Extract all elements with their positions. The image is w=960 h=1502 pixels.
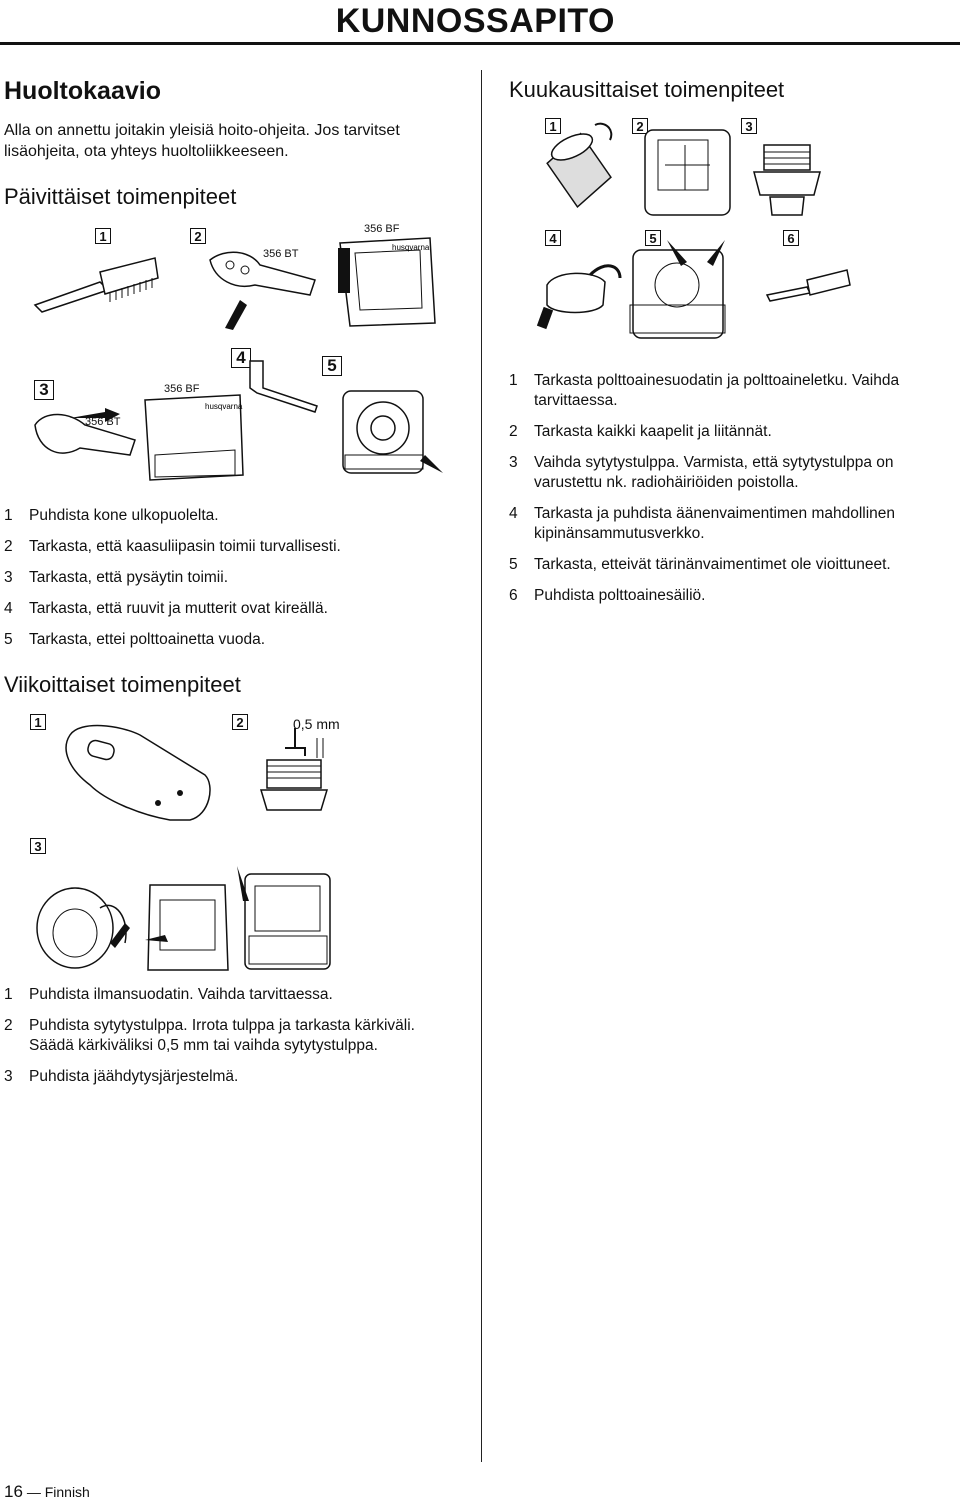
monthly-list (509, 371, 949, 617)
list-item: 1 Puhdista ilmansuodatin. Vaihda tarvittaessa. (4, 986, 333, 1003)
figure-number-4: 4 (231, 348, 251, 368)
page-header-title: KUNNOSSAPITO (335, 2, 615, 40)
list-item: 4 Tarkasta ja puhdista äänenvaimentimen mahdollinen kipinänsammutusverkko. (509, 505, 896, 542)
air-filter-illustration (60, 720, 220, 830)
daily-heading: Päivittäiset toimenpiteet (4, 184, 237, 209)
svg-text:husqvarna: husqvarna (392, 243, 430, 252)
figure-number-2: 2 (190, 228, 206, 244)
list-item: 5 Tarkasta, ettei polttoainetta vuoda. (4, 631, 266, 648)
spark-plug-illustration-2 (752, 140, 822, 225)
list-item: 2 Tarkasta kaikki kaapelit ja liitännät. (509, 423, 772, 440)
footer-dash: — (26, 1484, 41, 1500)
model-label-bf-2: 356 BF (164, 383, 200, 395)
figure-number-1: 1 (30, 714, 46, 730)
monthly-heading: Kuukausittaiset toimenpiteet (509, 77, 785, 102)
cooling-system-illustration-3 (237, 866, 337, 976)
figure-number-1: 1 (545, 118, 561, 134)
model-label-bt-2: 356 BT (85, 416, 121, 428)
list-item: 3 Puhdista jäähdytysjärjestelmä. (4, 1068, 239, 1085)
cables-illustration (640, 125, 735, 220)
brush-illustration-2 (762, 265, 852, 305)
list-item: 1 Tarkasta polttoainesuodatin ja polttoaineletku. Vaihda tarvittaessa. (509, 372, 900, 409)
brush-illustration (30, 250, 160, 320)
figure-number-3: 3 (30, 838, 46, 854)
figure-number-2: 2 (232, 714, 248, 730)
list-item: 4 Tarkasta, että ruuvit ja mutterit ovat kireällä. (4, 600, 328, 617)
list-item: 2 Puhdista sytytystulppa. Irrota tulppa ja tarkasta kärkiväli. Säädä kärkiväliksi 0,5 mm tai vaihda sytytystulppa. (4, 1017, 415, 1054)
footer-language: Finnish (44, 1484, 90, 1500)
blower-bf-illustration-2 (135, 395, 250, 485)
cooling-system-illustration-2 (140, 880, 235, 975)
header-rule (0, 42, 960, 45)
list-item: 3 Tarkasta, että pysäytin toimii. (4, 569, 228, 586)
spark-plug-illustration (255, 728, 345, 818)
model-label-bt: 356 BT (263, 248, 299, 260)
vibration-damper-illustration (625, 240, 730, 340)
stop-switch-illustration (30, 400, 140, 470)
list-item: 3 Vaihda sytytystulppa. Varmista, että sytytystulppa on varustettu nk. radiohäiriöiden poistolla. (509, 454, 894, 491)
column-divider (481, 70, 482, 1462)
figure-number-3: 3 (34, 380, 54, 400)
model-label-bf: 356 BF (364, 223, 400, 235)
fuel-filter-illustration (530, 115, 620, 200)
muffler-illustration (535, 260, 625, 335)
engine-illustration (335, 383, 445, 483)
figure-number-6: 6 (783, 230, 799, 246)
main-heading: Huoltokaavio (4, 77, 161, 105)
figure-number-1: 1 (95, 228, 111, 244)
hex-key-illustration (245, 358, 325, 418)
weekly-heading: Viikoittaiset toimenpiteet (4, 672, 241, 697)
figure-number-4: 4 (545, 230, 561, 246)
figure-number-2: 2 (632, 118, 648, 134)
figure-number-3: 3 (741, 118, 757, 134)
list-item: 1 Puhdista kone ulkopuolelta. (4, 507, 219, 524)
svg-text:husqvarna: husqvarna (205, 402, 243, 411)
list-item: 6 Puhdista polttoainesäiliö. (509, 587, 706, 604)
daily-list (4, 506, 464, 661)
intro-text: Alla on annettu joitakin yleisiä hoito-ohjeita. Jos tarvitset lisäohjeita, ota yhteys huoltoliikkeeseen. (4, 122, 400, 160)
blower-bf-illustration (330, 238, 440, 328)
gap-label: 0,5 mm (293, 716, 340, 732)
page-footer (4, 1482, 90, 1502)
figure-number-5: 5 (322, 356, 342, 376)
figure-number-5: 5 (645, 230, 661, 246)
throttle-handle-illustration (205, 250, 320, 330)
page-number: 16 (4, 1482, 23, 1501)
list-item: 5 Tarkasta, etteivät tärinänvaimentimet ole vioittuneet. (509, 556, 891, 573)
weekly-list (4, 985, 464, 1098)
list-item: 2 Tarkasta, että kaasuliipasin toimii turvallisesti. (4, 538, 341, 555)
cooling-system-illustration-1 (30, 868, 140, 973)
